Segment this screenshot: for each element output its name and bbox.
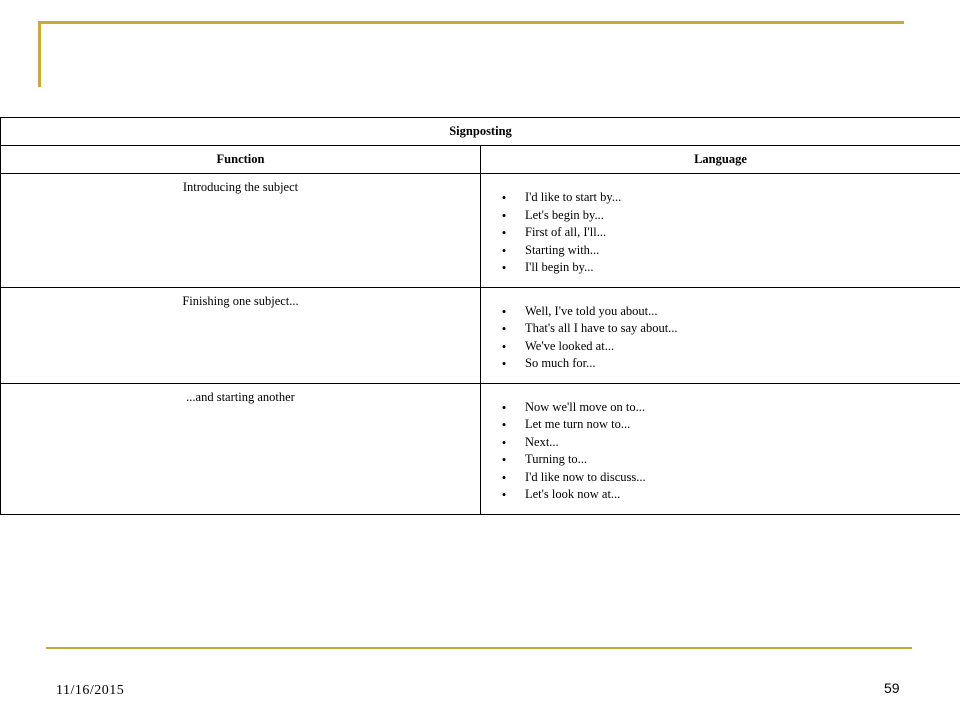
signposting-table [0, 117, 960, 515]
list-item [499, 434, 960, 452]
bullet-icon: • [501, 225, 507, 240]
list-item-text: So much for... [525, 356, 596, 370]
list-item-text: We've looked at... [525, 338, 615, 353]
list-item [499, 303, 960, 321]
language-column-header: Language [481, 146, 960, 174]
list-item-text: Well, I've told you about... [525, 303, 658, 318]
list-item [499, 207, 960, 225]
list-item-text: Next... [525, 434, 559, 449]
language-list [481, 399, 960, 504]
function-cell: Introducing the subject [1, 174, 481, 288]
list-item-text: Starting with... [525, 242, 600, 257]
list-item-text: Let me turn now to... [525, 417, 631, 431]
decorative-bottom-line [46, 647, 912, 649]
language-cell [481, 383, 960, 514]
list-item [499, 399, 960, 417]
list-item-text: Now we'll move on to... [525, 399, 645, 414]
list-item [499, 416, 960, 434]
list-item [499, 224, 960, 242]
list-item-text: Let's begin by... [525, 207, 604, 222]
bullet-icon: • [501, 417, 507, 432]
language-list [481, 303, 960, 373]
language-cell [481, 174, 960, 288]
bullet-icon: • [501, 434, 507, 450]
table-row [1, 383, 960, 514]
table-title: Signposting [1, 118, 960, 146]
bullet-icon: • [501, 242, 507, 258]
list-item-text: Turning to... [525, 452, 588, 466]
bullet-icon: • [501, 356, 507, 371]
bullet-icon: • [501, 207, 507, 223]
bullet-icon: • [501, 338, 507, 354]
bullet-icon: • [501, 399, 507, 415]
list-item-text: First of all, I'll... [525, 225, 607, 239]
list-item [499, 242, 960, 260]
bullet-icon: • [501, 452, 507, 467]
language-cell [481, 287, 960, 383]
table-header-row [1, 146, 960, 174]
footer-date: 11/16/2015 [56, 683, 125, 698]
bullet-icon: • [501, 487, 507, 502]
function-cell: ...and starting another [1, 383, 481, 514]
list-item [499, 355, 960, 373]
list-item-text: I'd like now to discuss... [525, 469, 646, 484]
table-body [1, 174, 960, 515]
table-row [1, 174, 960, 288]
list-item [499, 469, 960, 487]
bullet-icon: • [501, 260, 507, 275]
function-cell: Finishing one subject... [1, 287, 481, 383]
function-column-header: Function [1, 146, 481, 174]
bullet-icon: • [501, 303, 507, 319]
language-list [481, 189, 960, 277]
list-item [499, 338, 960, 356]
list-item [499, 451, 960, 469]
list-item-text: I'd like to start by... [525, 190, 622, 204]
list-item-text: I'll begin by... [525, 260, 594, 274]
list-item [499, 320, 960, 338]
table-row [1, 287, 960, 383]
bullet-icon: • [501, 469, 507, 485]
bullet-icon: • [501, 190, 507, 205]
bullet-icon: • [501, 321, 507, 336]
list-item-text: Let's look now at... [525, 487, 621, 501]
table-title-row [1, 118, 960, 146]
page-number: 59 [884, 680, 900, 696]
list-item [499, 259, 960, 277]
list-item-text: That's all I have to say about... [525, 321, 678, 335]
list-item [499, 189, 960, 207]
decorative-left-line [38, 21, 41, 87]
decorative-top-line [38, 21, 904, 24]
list-item [499, 486, 960, 504]
